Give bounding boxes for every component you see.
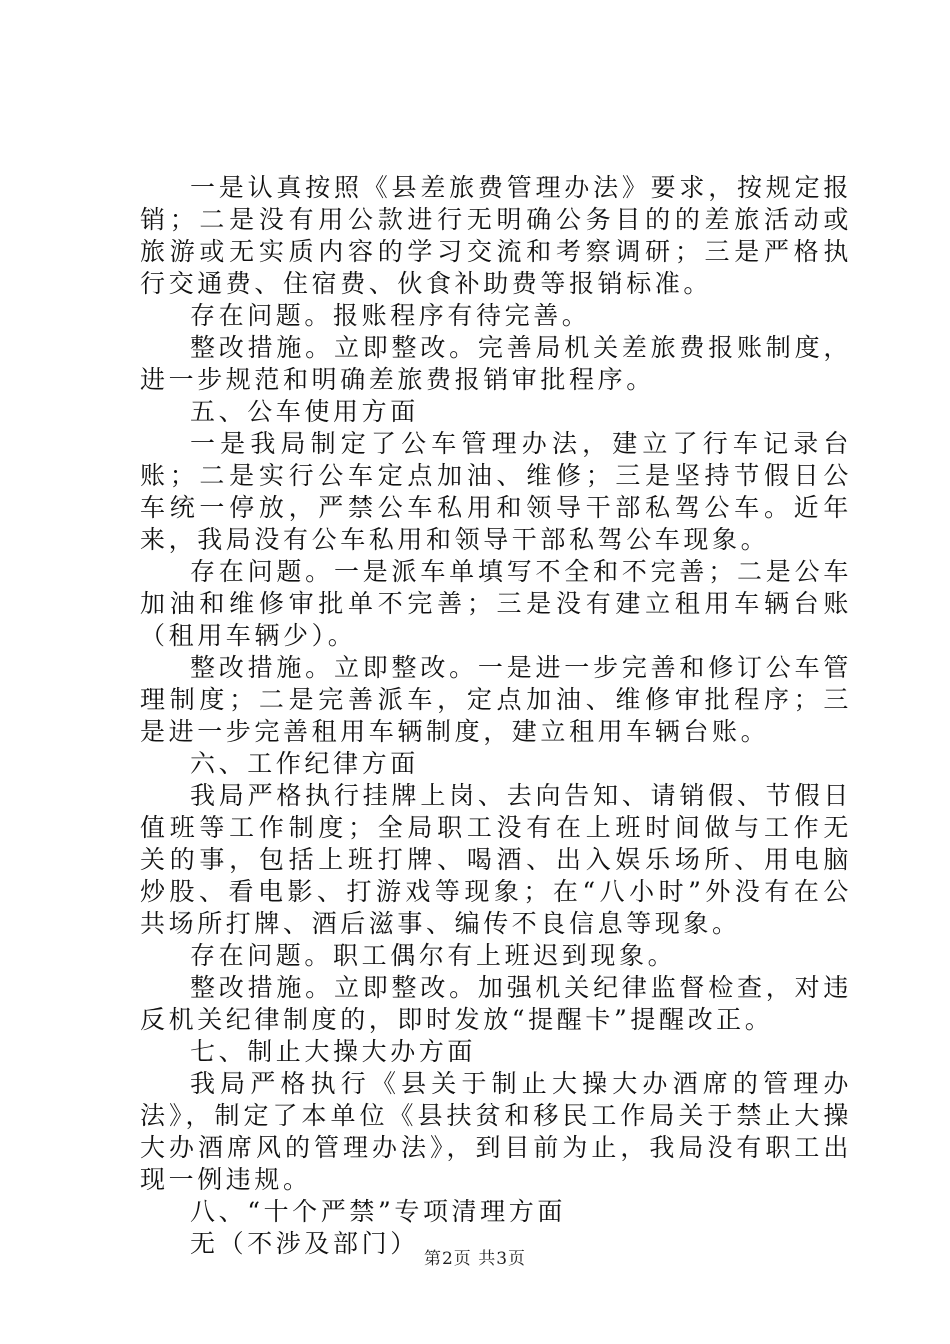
paragraph-vehicles-fix: 整改措施。立即整改。一是进一步完善和修订公车管理制度；二是完善派车，定点加油、维修审批程序；三是进一步完善租用车辆制度，建立租用车辆台账。	[140, 653, 852, 746]
paragraph-ten-prohibitions-note: 无（不涉及部门）	[190, 1229, 419, 1258]
paragraph-extravagant-events-practice: 我局严格执行《县关于制止大操大办酒席的管理办法》，制定了本单位《县扶贫和移民工作局关于禁止大操大办酒席风的管理办法》，到目前为止，我局没有职工出现一例违规。	[140, 1069, 852, 1194]
page-number-footer: 第2页 共3页	[423, 1249, 527, 1269]
paragraph-discipline-practice: 我局严格执行挂牌上岗、去向告知、请销假、节假日值班等工作制度；全局职工没有在上班时间做与工作无关的事，包括上班打牌、喝酒、出入娱乐场所、用电脑炒股、看电影、打游戏等现象；在“八小时”外没有在公共场所打牌、酒后滋事、编传不良信息等现象。	[140, 781, 852, 938]
document-body	[140, 172, 852, 1260]
paragraph-vehicles-problem: 存在问题。一是派车单填写不全和不完善；二是公车加油和维修审批单不完善；三是没有建立租用车辆台账（租用车辆少）。	[140, 557, 852, 650]
paragraph-discipline-fix: 整改措施。立即整改。加强机关纪律监督检查，对违反机关纪律制度的，即时发放“提醒卡”提醒改正。	[140, 973, 852, 1034]
section-heading-ten-prohibitions: 八、“十个严禁”专项清理方面	[190, 1197, 566, 1226]
paragraph-vehicles-practice: 一是我局制定了公车管理办法，建立了行车记录台账；二是实行公车定点加油、维修；三是坚持节假日公车统一停放，严禁公车私用和领导干部私驾公车。近年来，我局没有公车私用和领导干部私驾公车现象。	[140, 429, 852, 554]
paragraph-travel-expense-problem: 存在问题。报账程序有待完善。	[190, 301, 591, 330]
section-heading-official-vehicles: 五、公车使用方面	[190, 397, 419, 426]
paragraph-discipline-problem: 存在问题。职工偶尔有上班迟到现象。	[190, 941, 677, 970]
section-heading-work-discipline: 六、工作纪律方面	[190, 749, 419, 778]
paragraph-travel-expense-fix: 整改措施。立即整改。完善局机关差旅费报账制度，进一步规范和明确差旅费报销审批程序。	[140, 333, 852, 394]
section-heading-extravagant-events: 七、制止大操大办方面	[190, 1037, 477, 1066]
paragraph-travel-expense-practice: 一是认真按照《县差旅费管理办法》要求，按规定报销；二是没有用公款进行无明确公务目的的差旅活动或旅游或无实质内容的学习交流和考察调研；三是严格执行交通费、住宿费、伙食补助费等报销标准。	[140, 173, 852, 298]
